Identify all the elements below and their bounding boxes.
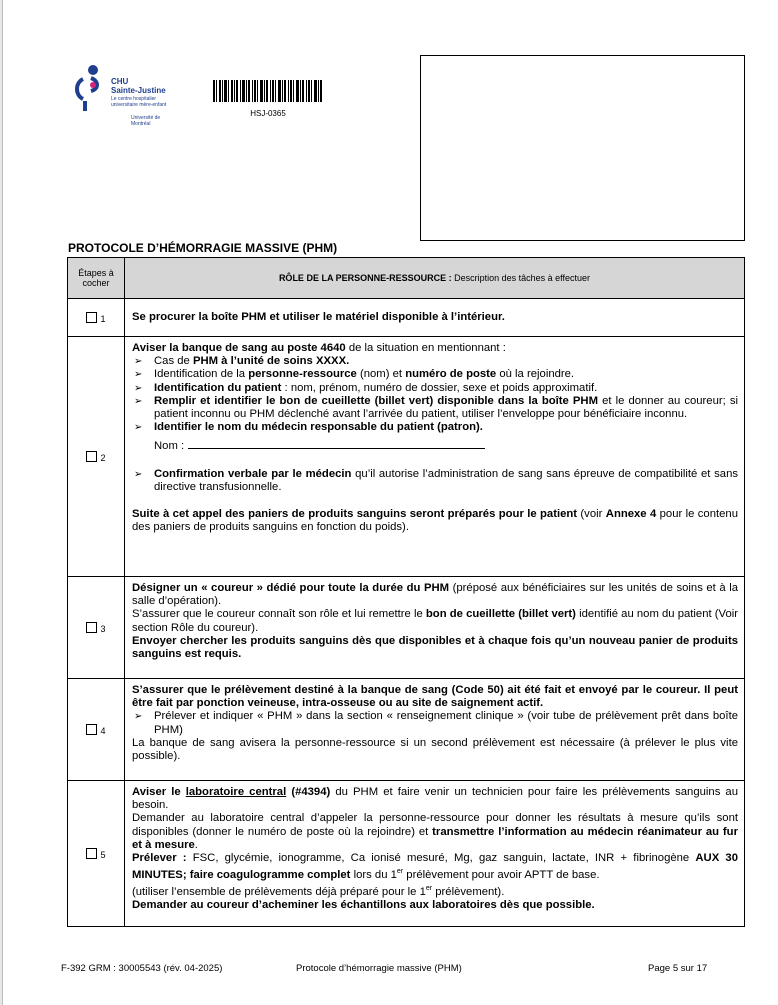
- step-5-checkbox[interactable]: [86, 848, 97, 859]
- list-item: ➢ Cas de PHM à l’unité de soins XXXX.: [132, 355, 738, 368]
- step-1-description: Se procurer la boîte PHM et utiliser le matériel disponible à l’intérieur.: [125, 299, 745, 337]
- header-role: RÔLE DE LA PERSONNE-RESSOURCE : Description des tâches à effectuer: [125, 258, 745, 299]
- step-3-cell: 3: [68, 577, 125, 679]
- list-item: ➢ Identifier le nom du médecin responsable du patient (patron).: [132, 421, 738, 434]
- list-item: ➢ Identification de la personne-ressource (nom) et numéro de poste où la rejoindre.: [132, 368, 738, 381]
- logo-text-name: Sainte-Justine: [111, 86, 166, 95]
- list-item: ➢ Identification du patient : nom, prénom, numéro de dossier, sexe et poids approximatif.: [132, 382, 738, 395]
- list-item: ➢ Remplir et identifier le bon de cueillette (billet vert) disponible dans la boîte PHM et le donner au coureur; si patient inconnu ou PHM déclenché avant l’arrivée du patient, utiliser l’enveloppe pour bénéficiaire inconnu.: [132, 395, 738, 421]
- form-code: HSJ-0365: [250, 109, 286, 118]
- step-2-cell: 2: [68, 337, 125, 577]
- logo-figure-icon: [73, 63, 109, 113]
- document-page: [2, 0, 778, 1005]
- chu-sainte-justine-logo: [73, 63, 183, 135]
- step-2-checkbox[interactable]: [86, 451, 97, 462]
- page-title: PROTOCOLE D’HÉMORRAGIE MASSIVE (PHM): [68, 241, 338, 255]
- list-item: ➢ Prélever et indiquer « PHM » dans la section « renseignement clinique » (voir tube de prélèvement prêt dans boîte PHM): [132, 710, 738, 736]
- footer-form-number: F-392 GRM : 30005543 (rév. 04-2025): [61, 963, 223, 974]
- patient-label-box: [420, 55, 745, 241]
- logo-text-chu: CHU: [111, 77, 129, 86]
- step-1-cell: 1: [68, 299, 125, 337]
- table-row: [68, 337, 745, 577]
- logo-text-tagline: Le centre hospitalier universitaire mère-enfant: [111, 96, 167, 108]
- step-5-cell: 5: [68, 781, 125, 927]
- table-row: [68, 679, 745, 781]
- logo-text-university: Université de Montréal: [131, 115, 161, 127]
- step-3-description: Désigner un « coureur » dédié pour toute la durée du PHM (préposé aux bénéficiaires sur les unités de soins et à la salle d’opération). S’assurer que le coureur connaît son rôle et lui remettre le bon de cueillette (billet vert) identifié au nom du patient (Voir section Rôle du coureur). Envoyer chercher les produits sanguins dès que disponibles et à chaque fois qu’un nouveau panier de produits sanguins est requis.: [125, 577, 745, 679]
- table-row: [68, 781, 745, 927]
- step-4-checkbox[interactable]: [86, 724, 97, 735]
- footer-page-number: Page 5 sur 17: [648, 963, 708, 974]
- header-steps: Étapes à cocher: [68, 258, 125, 299]
- table-header-row: [68, 258, 745, 299]
- protocol-table: [67, 257, 745, 927]
- list-item: ➢ Confirmation verbale par le médecin qu’il autorise l’administration de sang sans épreuve de compatibilité et sans directive transfusionnelle.: [132, 468, 738, 494]
- step-4-description: S’assurer que le prélèvement destiné à la banque de sang (Code 50) ait été fait et envoyé par le coureur. Il peut être fait par ponction veineuse, intra-osseuse ou au site de saignement actif. ➢ Prélever et indiquer « PHM » dans la section « renseignement clinique » (voir tube de prélèvement prêt dans boîte PHM) La banque de sang avisera la personne-ressource si un second prélèvement est nécessaire (à prélever le plus vite possible).: [125, 679, 745, 781]
- barcode-icon: [213, 80, 323, 102]
- step-2-description: Aviser la banque de sang au poste 4640 de la situation en mentionnant : ➢ Cas de PHM à l’unité de soins XXXX. ➢ Identification de la personne-ressource (nom) et numéro de poste où la rejoindre. ➢ Identification du patient : nom, prénom, numéro de dossier, sexe et poids approximatif. ➢ Remplir et identifier le bon de cueillette (billet vert) disponible dans la boîte PHM et le donner au coureur; si patient inconnu ou PHM déclenché avant l’arrivée du patient, utiliser l’enveloppe pour bénéficiaire inconnu. ➢ Identifier le nom du médecin responsable du patient (patron). Nom : ➢ Confirmation verbale par le médecin qu’il autorise l’administration de sang sans épreuve de compatibilité et sans directive transfusionnelle. Suite à cet appel des paniers de produits sanguins seront préparés pour le patient (voir Annexe 4 pour le contenu des paniers de produits sanguins en fonction du poids).: [125, 337, 745, 577]
- step-3-checkbox[interactable]: [86, 622, 97, 633]
- footer-document-title: Protocole d’hémorragie massive (PHM): [296, 963, 462, 974]
- table-row: [68, 577, 745, 679]
- step-5-description: Aviser le laboratoire central (#4394) du PHM et faire venir un technicien pour faire les prélèvements sanguins au besoin. Demander au laboratoire central d’appeler la personne-ressource pour donner les résultats à mesure qu’ils sont disponibles (donner le numéro de poste où la rejoindre) et transmettre l’information au médecin réanimateur au fur et à mesure. Prélever : FSC, glycémie, ionogramme, Ca ionisé mesuré, Mg, gaz sanguin, lactate, INR + fibrinogène AUX 30 MINUTES; faire coagulogramme complet lors du 1er prélèvement pour avoir APTT de base. (utiliser l’ensemble de prélèvements déjà préparé pour le 1er prélèvement). Demander au coureur d’acheminer les échantillons aux laboratoires dès que possible.: [125, 781, 745, 927]
- step-4-cell: 4: [68, 679, 125, 781]
- table-row: [68, 299, 745, 337]
- physician-name-field[interactable]: Nom :: [154, 438, 738, 453]
- step-1-checkbox[interactable]: [86, 312, 97, 323]
